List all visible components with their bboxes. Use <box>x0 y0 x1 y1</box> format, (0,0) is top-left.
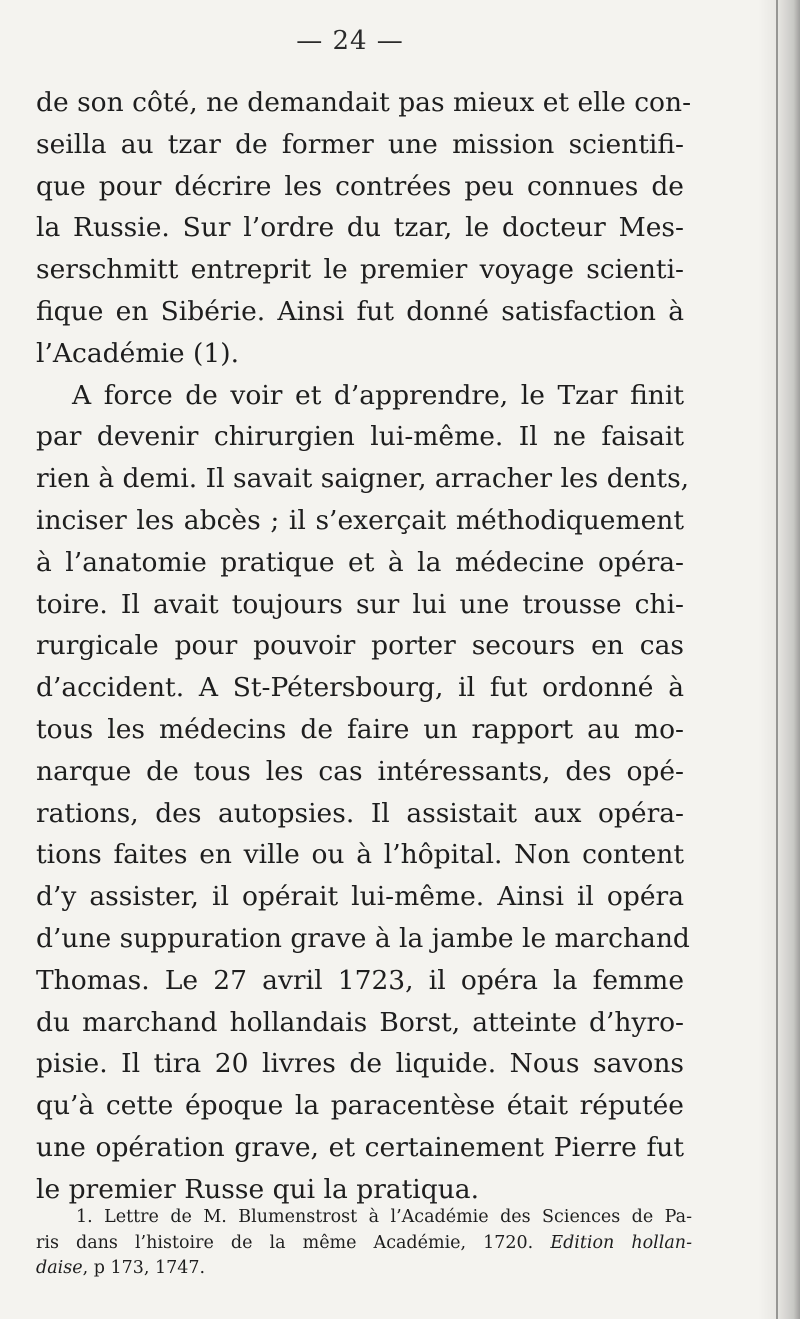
text-line: A force de voir et d’apprendre, le Tzar finit <box>72 379 684 411</box>
footnote-text: ris dans l’histoire de la même Académie, 1720. <box>36 1232 551 1253</box>
text-line: qu’à cette époque la paracentèse était réputée <box>36 1090 684 1122</box>
text-line: de son côté, ne demandait pas mieux et elle con- <box>36 87 692 118</box>
text-line: d’y assister, il opérait lui-même. Ainsi il opéra <box>36 881 684 913</box>
text-line: serschmitt entreprit le premier voyage scienti- <box>36 254 684 286</box>
footnote-italic-text: Edition hollan- <box>550 1232 692 1253</box>
text-line: à l’anatomie pratique et à la médecine opéra- <box>36 546 684 578</box>
footnote-italic-text: daise <box>36 1258 83 1278</box>
body-text <box>36 82 692 1211</box>
page-edge-shadow <box>758 0 800 1319</box>
text-line: une opération grave, et certainement Pierre fut <box>36 1131 684 1163</box>
footnote-line <box>36 1256 692 1282</box>
text-line: fique en Sibérie. Ainsi fut donné satisfaction à <box>36 295 684 327</box>
text-line: toire. Il avait toujours sur lui une trousse chi- <box>36 588 684 620</box>
text-line: la Russie. Sur l’ordre du tzar, le docteur Mes- <box>36 212 684 244</box>
page-number: — 24 — <box>296 26 404 56</box>
text-line: tions faites en ville ou à l’hôpital. Non content <box>36 839 684 871</box>
text-line: Thomas. Le 27 avril 1723, il opéra la femme <box>36 964 684 996</box>
text-line: pisie. Il tira 20 livres de liquide. Nous savons <box>36 1048 684 1080</box>
text-line: narque de tous les cas intéressants, des opé- <box>36 755 684 787</box>
text-line: rurgicale pour pouvoir porter secours en cas <box>36 630 684 662</box>
text-line: d’accident. A St-Pétersbourg, il fut ordonné à <box>36 672 684 704</box>
footnote-line <box>36 1231 692 1257</box>
footnote <box>36 1205 692 1282</box>
text-line: rien à demi. Il savait saigner, arracher les dents, <box>36 463 690 495</box>
text-line: l’Académie (1). <box>36 337 239 369</box>
text-line: que pour décrire les contrées peu connues de <box>36 170 684 202</box>
text-line: seilla au tzar de former une mission scientifi- <box>36 128 684 160</box>
text-line: tous les médecins de faire un rapport au mo- <box>36 713 684 745</box>
page-edge-line <box>776 0 778 1319</box>
footnote-text: , p 173, 1747. <box>82 1258 206 1278</box>
text-line: le premier Russe qui la pratiqua. <box>36 1173 480 1205</box>
text-line: du marchand hollandais Borst, atteinte d’hyro- <box>36 1006 684 1038</box>
text-line: rations, des autopsies. Il assistait aux opéra- <box>36 797 684 829</box>
footnote-line: 1. Lettre de M. Blumenstrost à l’Académie des Sciences de Pa- <box>76 1207 692 1227</box>
text-line: par devenir chirurgien lui-même. Il ne faisait <box>36 421 684 453</box>
text-line: d’une suppuration grave à la jambe le marchand <box>36 922 690 954</box>
text-line: inciser les abcès ; il s’exerçait méthodiquement <box>36 504 684 536</box>
